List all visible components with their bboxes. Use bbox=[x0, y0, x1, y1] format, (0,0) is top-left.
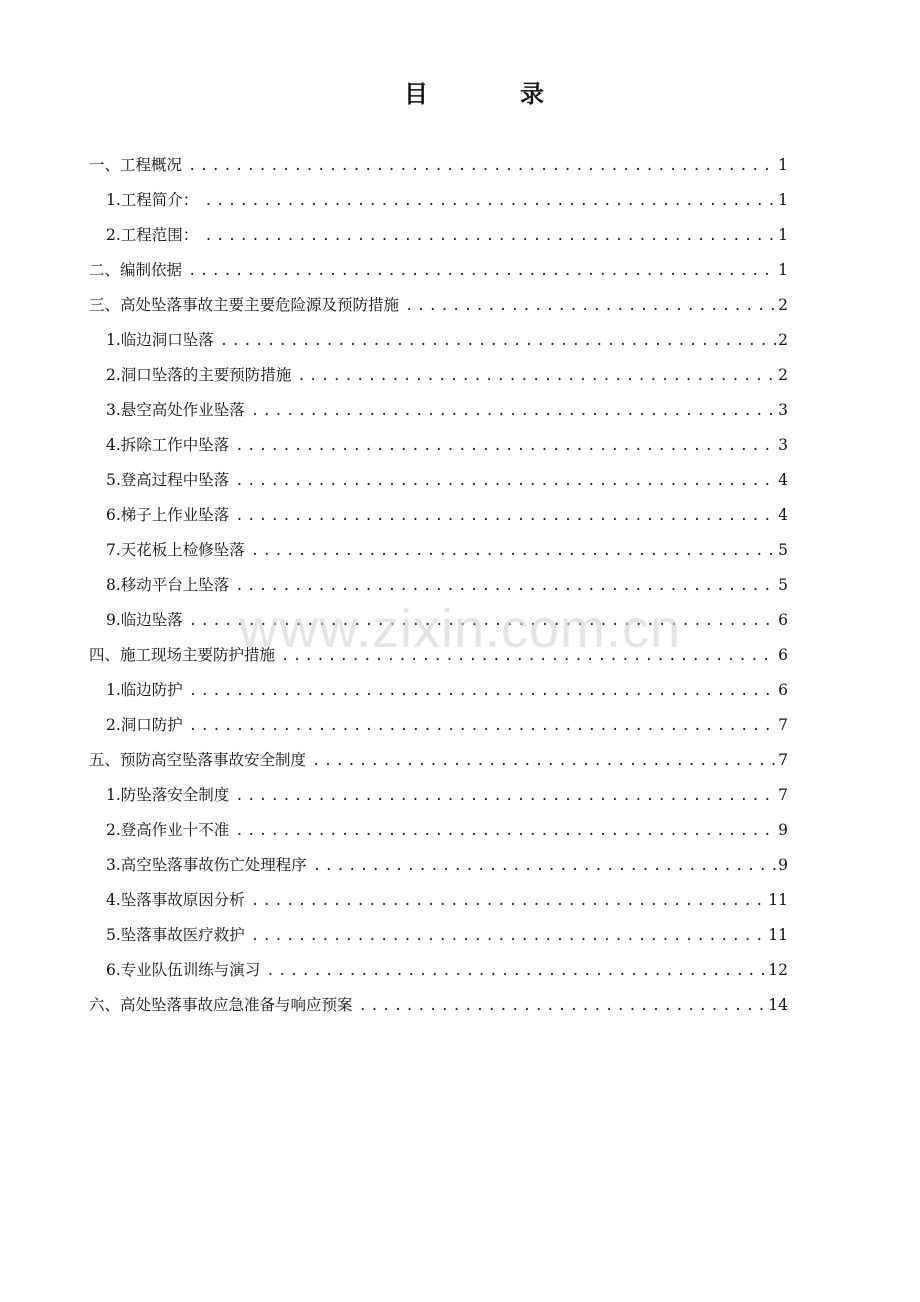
toc-entry-text: 3.悬空高处作业坠落 bbox=[106, 401, 245, 419]
toc-section-entry[interactable] bbox=[89, 428, 788, 463]
toc-entry-text: 6.梯子上作业坠落 bbox=[106, 506, 230, 524]
toc-dot-leader bbox=[235, 814, 776, 849]
toc-chapter-entry[interactable] bbox=[89, 148, 788, 183]
toc-entry-text: 7.天花板上检修坠落 bbox=[106, 541, 245, 559]
toc-entry-text: 8.移动平台上坠落 bbox=[106, 576, 230, 594]
toc-page-number: 6 bbox=[778, 646, 788, 664]
toc-entry-text: 4.拆除工作中坠落 bbox=[106, 436, 230, 454]
toc-entry-text: 2.工程范围： bbox=[106, 226, 199, 244]
toc-page-number: 6 bbox=[778, 611, 788, 629]
toc-dot-leader bbox=[281, 639, 776, 674]
toc-entry-text: 1.临边洞口坠落 bbox=[106, 331, 214, 349]
toc-page-number: 11 bbox=[768, 926, 788, 944]
toc-page-number: 3 bbox=[778, 436, 788, 454]
toc-page-number: 4 bbox=[778, 471, 788, 489]
toc-entry-text: 5.登高过程中坠落 bbox=[106, 471, 230, 489]
toc-page-number: 7 bbox=[778, 786, 788, 804]
toc-section-entry[interactable] bbox=[89, 358, 788, 393]
toc-page-number: 7 bbox=[778, 716, 788, 734]
toc-entry-text: 2.洞口防护 bbox=[106, 716, 183, 734]
toc-page-number: 7 bbox=[778, 751, 788, 769]
toc-section-entry[interactable] bbox=[89, 218, 788, 253]
toc-entry-text: 9.临边坠落 bbox=[106, 611, 183, 629]
toc-page-number: 2 bbox=[778, 296, 788, 314]
toc-chapter-entry[interactable] bbox=[89, 638, 788, 673]
toc-page-number: 4 bbox=[778, 506, 788, 524]
toc-dot-leader bbox=[266, 954, 766, 989]
toc-chapter-entry[interactable] bbox=[89, 253, 788, 288]
toc-page-number: 1 bbox=[778, 156, 788, 174]
toc-dot-leader bbox=[251, 534, 776, 569]
toc-entry-text: 2.洞口坠落的主要预防措施 bbox=[106, 366, 292, 384]
watermark: www.zixin.com.cn bbox=[238, 599, 682, 659]
toc-section-entry[interactable] bbox=[89, 673, 788, 708]
toc-section-entry[interactable] bbox=[89, 813, 788, 848]
toc-title: 目 录 bbox=[404, 79, 578, 108]
toc-dot-leader bbox=[312, 744, 776, 779]
toc-section-entry[interactable] bbox=[89, 323, 788, 358]
toc-dot-leader bbox=[189, 709, 776, 744]
toc-dot-leader bbox=[251, 919, 766, 954]
toc-entry-text: 1.工程简介： bbox=[106, 191, 199, 209]
toc-entry-text: 四、施工现场主要防护措施 bbox=[89, 646, 276, 664]
toc-page-number: 6 bbox=[778, 681, 788, 699]
toc-dot-leader bbox=[204, 219, 776, 254]
table-of-contents bbox=[89, 148, 788, 1023]
toc-dot-leader bbox=[235, 429, 776, 464]
toc-page-number: 3 bbox=[778, 401, 788, 419]
toc-page-number: 14 bbox=[768, 996, 788, 1014]
toc-page-number: 12 bbox=[768, 961, 788, 979]
toc-section-entry[interactable] bbox=[89, 918, 788, 953]
toc-section-entry[interactable] bbox=[89, 953, 788, 988]
toc-dot-leader bbox=[189, 604, 776, 639]
toc-section-entry[interactable] bbox=[89, 498, 788, 533]
toc-page-number: 2 bbox=[778, 366, 788, 384]
toc-page-number: 5 bbox=[778, 576, 788, 594]
toc-entry-text: 6.专业队伍训练与演习 bbox=[106, 961, 261, 979]
toc-dot-leader bbox=[235, 779, 776, 814]
toc-page-number: 9 bbox=[778, 821, 788, 839]
toc-section-entry[interactable] bbox=[89, 393, 788, 428]
toc-page-number: 1 bbox=[778, 226, 788, 244]
toc-dot-leader bbox=[188, 254, 776, 289]
toc-section-entry[interactable] bbox=[89, 708, 788, 743]
toc-entry-text: 2.登高作业十不准 bbox=[106, 821, 230, 839]
toc-dot-leader bbox=[189, 674, 776, 709]
toc-entry-text: 4.坠落事故原因分析 bbox=[106, 891, 245, 909]
toc-entry-text: 六、高处坠落事故应急准备与响应预案 bbox=[89, 996, 353, 1014]
toc-chapter-entry[interactable] bbox=[89, 288, 788, 323]
toc-dot-leader bbox=[251, 884, 766, 919]
toc-entry-text: 一、工程概况 bbox=[89, 156, 183, 174]
toc-dot-leader bbox=[204, 184, 776, 219]
toc-chapter-entry[interactable] bbox=[89, 988, 788, 1023]
toc-section-entry[interactable] bbox=[89, 848, 788, 883]
toc-entry-text: 1.防坠落安全制度 bbox=[106, 786, 230, 804]
toc-dot-leader bbox=[251, 394, 776, 429]
toc-dot-leader bbox=[235, 499, 776, 534]
toc-entry-text: 5.坠落事故医疗救护 bbox=[106, 926, 245, 944]
toc-section-entry[interactable] bbox=[89, 603, 788, 638]
toc-entry-text: 二、编制依据 bbox=[89, 261, 183, 279]
toc-entry-text: 五、预防高空坠落事故安全制度 bbox=[89, 751, 307, 769]
toc-page-number: 5 bbox=[778, 541, 788, 559]
toc-entry-text: 3.高空坠落事故伤亡处理程序 bbox=[106, 856, 307, 874]
toc-page-number: 11 bbox=[768, 891, 788, 909]
toc-dot-leader bbox=[313, 849, 776, 884]
toc-chapter-entry[interactable] bbox=[89, 743, 788, 778]
toc-section-entry[interactable] bbox=[89, 778, 788, 813]
toc-dot-leader bbox=[235, 569, 776, 604]
toc-section-entry[interactable] bbox=[89, 183, 788, 218]
toc-dot-leader bbox=[359, 989, 767, 1024]
toc-dot-leader bbox=[405, 289, 776, 324]
toc-dot-leader bbox=[297, 359, 776, 394]
toc-dot-leader bbox=[220, 324, 776, 359]
toc-section-entry[interactable] bbox=[89, 568, 788, 603]
toc-page-number: 1 bbox=[778, 191, 788, 209]
toc-page-number: 2 bbox=[778, 331, 788, 349]
toc-section-entry[interactable] bbox=[89, 533, 788, 568]
toc-dot-leader bbox=[235, 464, 776, 499]
toc-page-number: 1 bbox=[778, 261, 788, 279]
toc-dot-leader bbox=[188, 149, 776, 184]
toc-page-number: 9 bbox=[778, 856, 788, 874]
toc-section-entry[interactable] bbox=[89, 463, 788, 498]
toc-section-entry[interactable] bbox=[89, 883, 788, 918]
toc-entry-text: 三、高处坠落事故主要主要危险源及预防措施 bbox=[89, 296, 400, 314]
toc-entry-text: 1.临边防护 bbox=[106, 681, 183, 699]
